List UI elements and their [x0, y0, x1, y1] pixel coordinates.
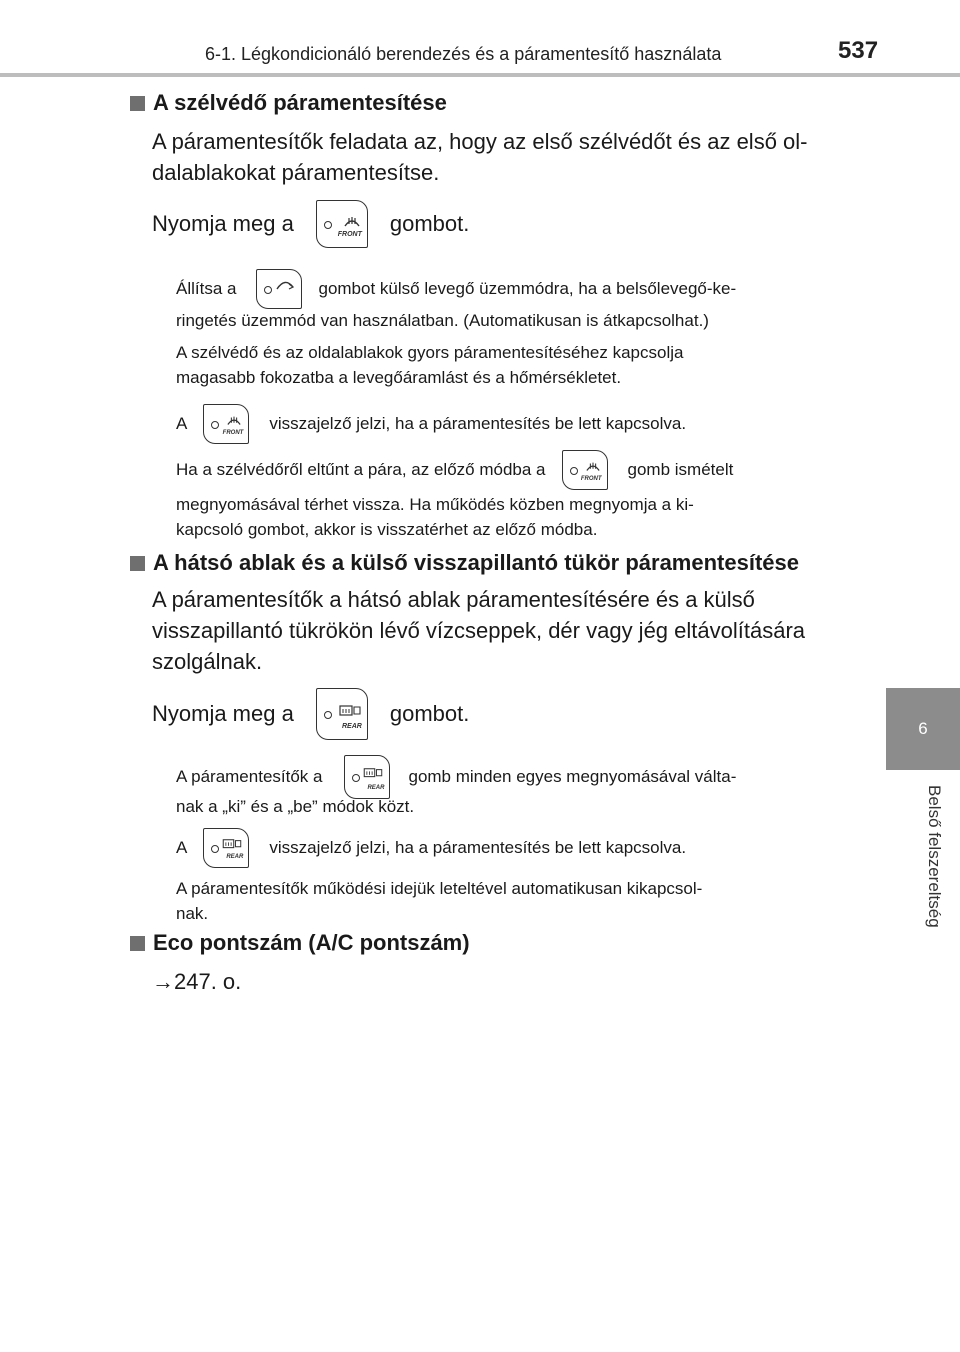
- paragraph: [152, 584, 842, 677]
- text: gombot külső levegő üzemmódra, ha a belsőlevegő-ke-: [318, 279, 737, 298]
- page-header: [0, 0, 960, 80]
- instruction-row: [152, 688, 469, 740]
- section-heading-text: A hátsó ablak és a külső visszapillantó tükör páramentesítése: [153, 550, 799, 575]
- text: gomb ismételt: [627, 460, 734, 479]
- note-row: [176, 828, 686, 868]
- text-line: A páramentesítők a hátsó ablak páramentesítésére és a külső: [152, 587, 755, 612]
- text: Nyomja meg a: [152, 701, 294, 726]
- front-defogger-button-icon: FRONT: [562, 450, 608, 490]
- text: A páramentesítők a: [176, 767, 323, 786]
- text: Nyomja meg a: [152, 211, 294, 236]
- note-row: [176, 269, 736, 309]
- text: gombot.: [389, 701, 470, 726]
- note-row: [176, 755, 736, 799]
- text-line: A páramentesítők működési idejük leteltével automatikusan kikapcsol-: [176, 879, 703, 898]
- note-text: nak a „ki” és a „be” módok közt.: [176, 797, 415, 816]
- text: Ha a szélvédőről eltűnt a pára, az előző módba a: [176, 460, 546, 479]
- header-divider: [0, 73, 960, 77]
- square-bullet-icon: [130, 556, 145, 571]
- note-row: [176, 450, 733, 490]
- section-heading-eco-score: [130, 930, 470, 956]
- front-defogger-button-icon: FRONT: [316, 200, 368, 248]
- text: gomb minden egyes megnyomásával válta-: [408, 767, 737, 786]
- section-heading-windshield: [130, 90, 447, 116]
- rear-defogger-indicator-icon: REAR: [203, 828, 249, 868]
- note-row: [176, 404, 686, 444]
- note-text: [176, 876, 842, 926]
- note-text: [176, 340, 842, 390]
- note-text: ringetés üzemmód van használatban. (Automatikusan is átkapcsolhat.): [176, 311, 709, 330]
- header-title: 6-1. Légkondicionáló berendezés és a páramentesítő használata: [205, 44, 722, 64]
- text-line: A szélvédő és az oldalablakok gyors páramentesítéséhez kapcsolja: [176, 343, 684, 362]
- square-bullet-icon: [130, 96, 145, 111]
- section-heading-text: Eco pontszám (A/C pontszám): [153, 930, 470, 955]
- text: visszajelző jelzi, ha a páramentesítés be lett kapcsolva.: [269, 414, 687, 433]
- note-text: [176, 492, 842, 542]
- front-defogger-indicator-icon: FRONT: [203, 404, 249, 444]
- section-heading-rear-window: [130, 550, 799, 576]
- text-line: megnyomásával térhet vissza. Ha működés közben megnyomja a ki-: [176, 495, 694, 514]
- text: A: [176, 414, 188, 433]
- text-line: kapcsoló gombot, akkor is visszatérhet az előző módba.: [176, 520, 598, 539]
- text: Állítsa a: [176, 279, 237, 298]
- text-line: dalablakokat páramentesítse.: [152, 160, 440, 185]
- text-line: A páramentesítők feladata az, hogy az első szélvédőt és az első ol-: [152, 129, 808, 154]
- square-bullet-icon: [130, 936, 145, 951]
- page-number: 537: [838, 37, 879, 64]
- chapter-tab-label: Belső felszereltség: [925, 785, 944, 928]
- text: gombot.: [389, 211, 470, 236]
- rear-defogger-button-icon: REAR: [344, 755, 390, 799]
- text-line: visszapillantó tükrökön lévő vízcseppek, dér vagy jég eltávolítására: [152, 618, 806, 643]
- text: visszajelző jelzi, ha a páramentesítés be lett kapcsolva.: [269, 838, 687, 857]
- air-intake-button-icon: [256, 269, 302, 309]
- instruction-row: [152, 200, 469, 248]
- text-line: magasabb fokozatba a levegőáramlást és a hőmérsékletet.: [176, 368, 622, 387]
- text: A: [176, 838, 188, 857]
- page-reference-link[interactable]: →247. o.: [152, 969, 242, 994]
- section-heading-text: A szélvédő páramentesítése: [153, 90, 447, 115]
- text-line: szolgálnak.: [152, 649, 263, 674]
- paragraph: [152, 126, 842, 188]
- text-line: nak.: [176, 904, 209, 923]
- chapter-tab-number: 6: [886, 688, 960, 770]
- rear-defogger-button-icon: REAR: [316, 688, 368, 740]
